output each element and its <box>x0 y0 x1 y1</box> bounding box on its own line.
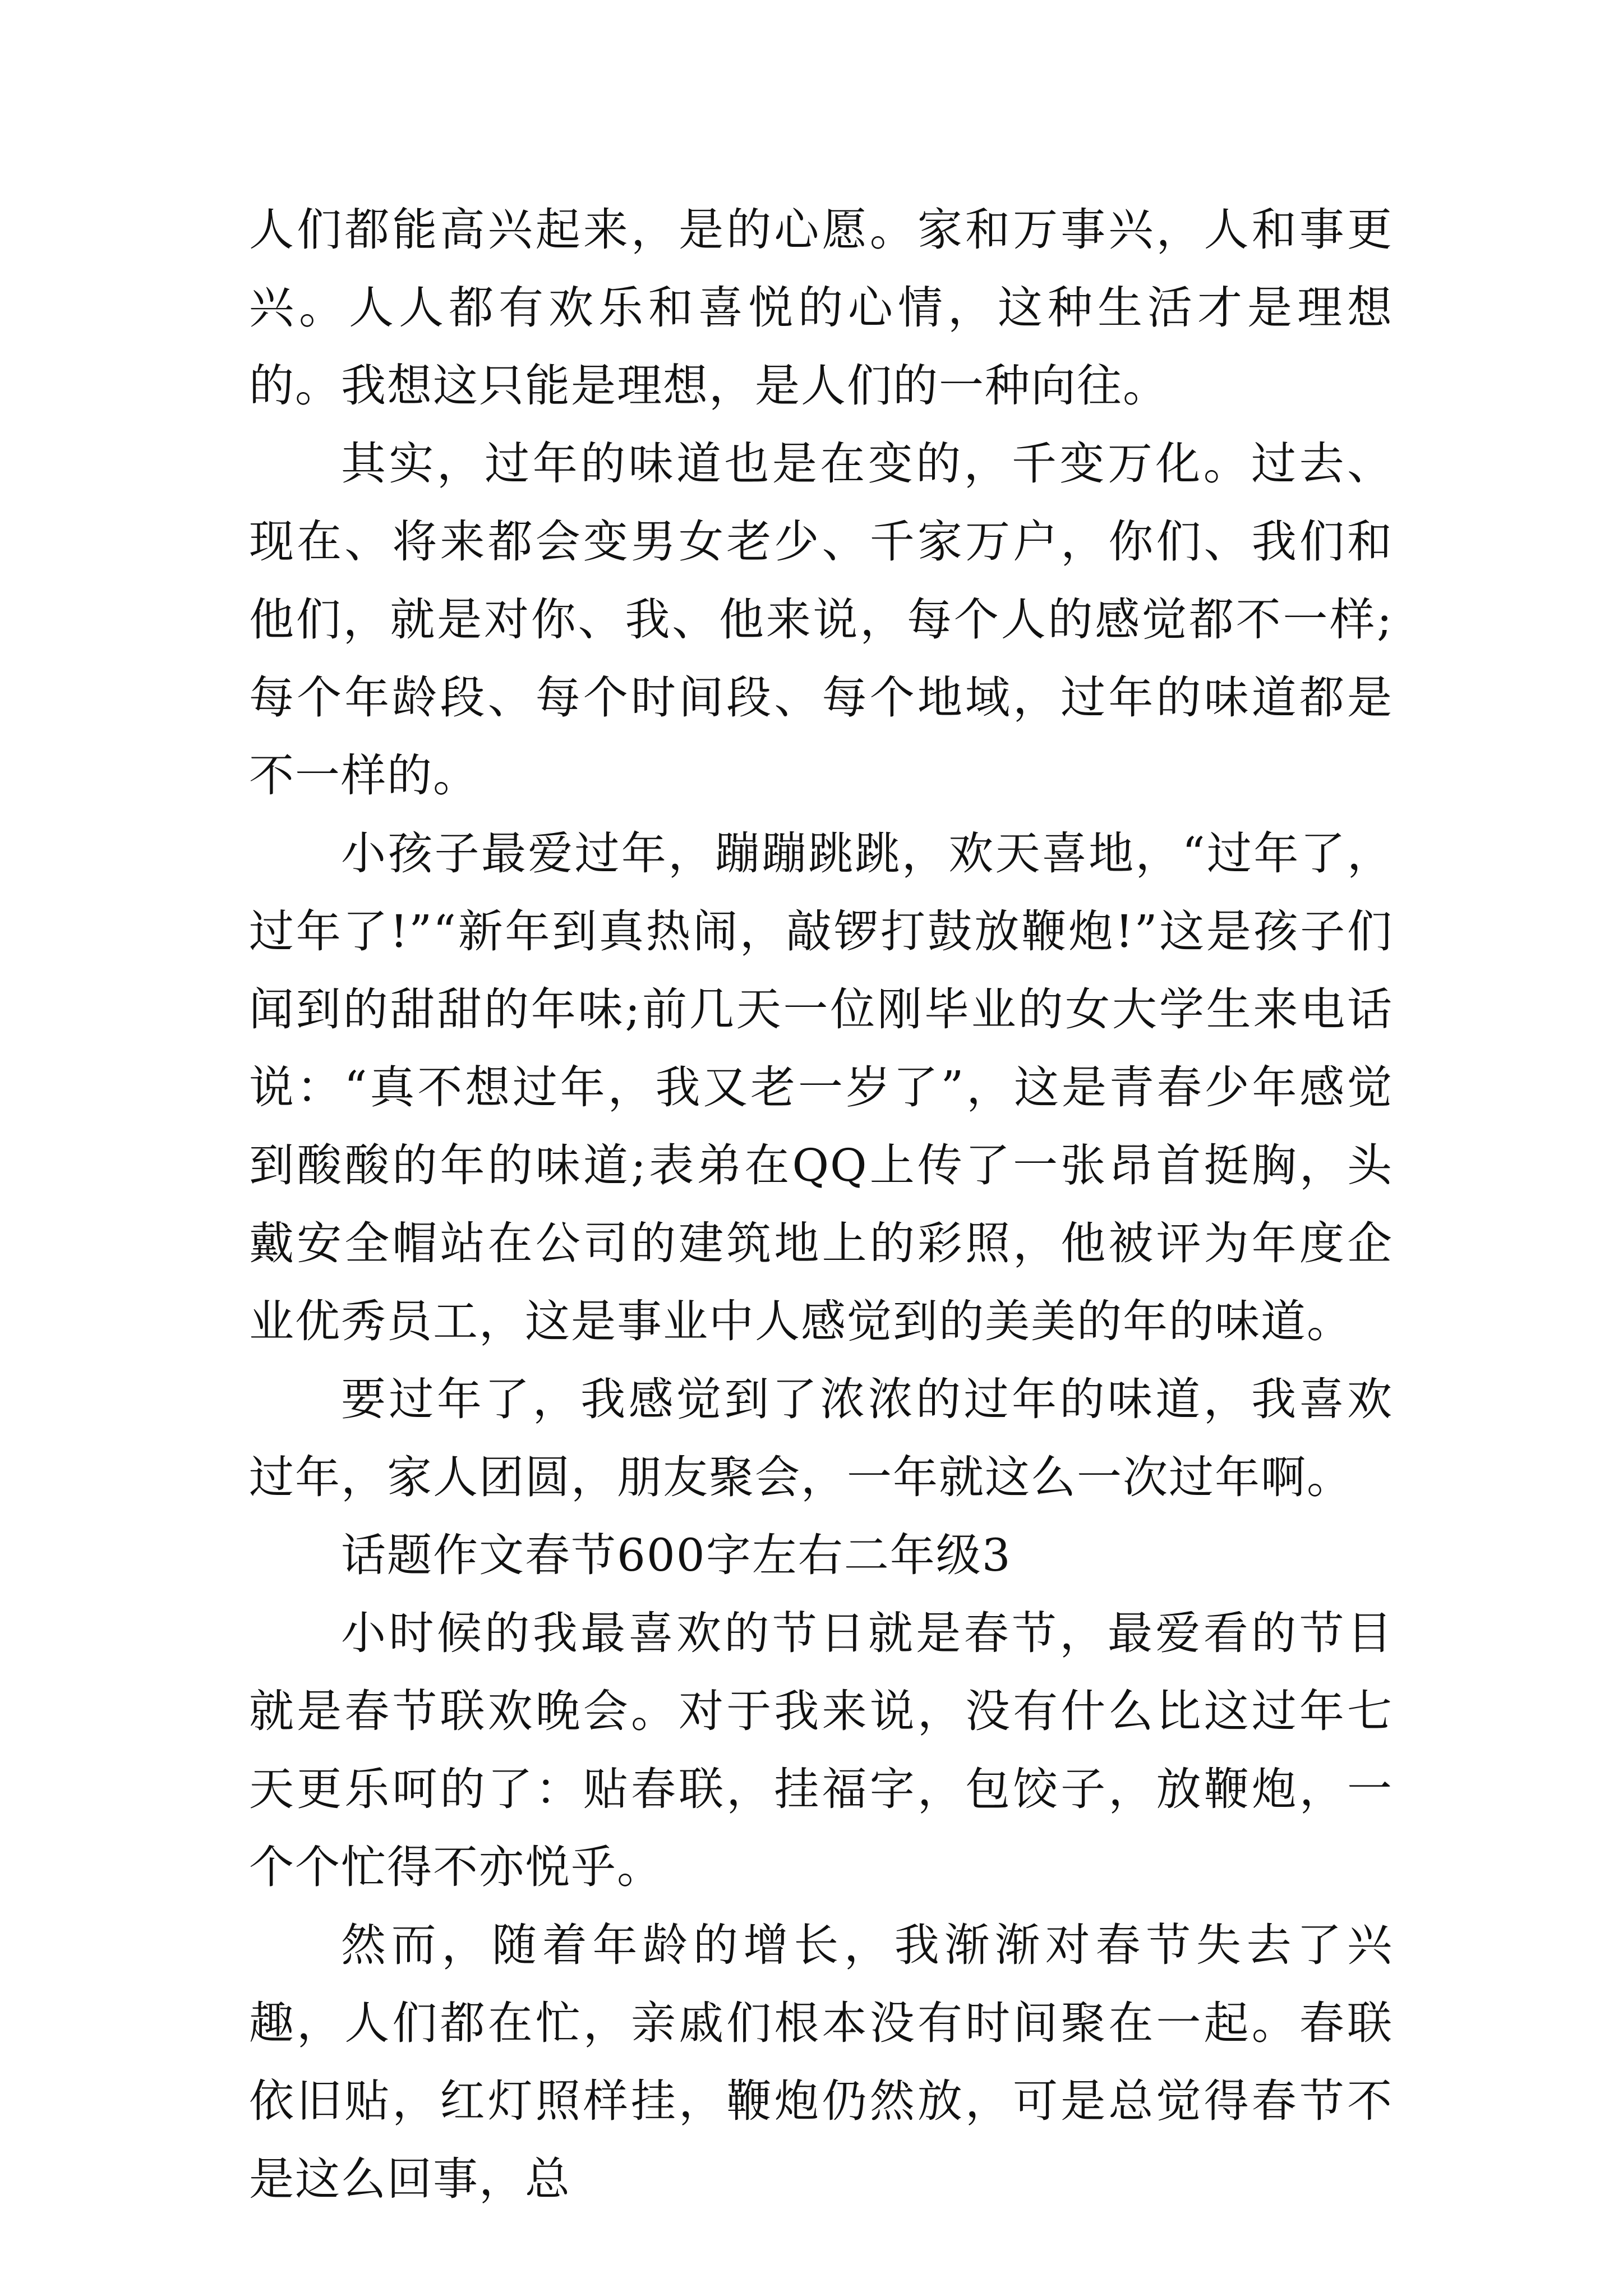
paragraph-2: 其实，过年的味道也是在变的，千变万化。过去、现在、将来都会变男女老少、千家万户，你们、我们和他们，就是对你、我、他来说，每个人的感觉都不一样;每个年龄段、每个时间段、每个地域，过年的味道都是不一样的。 <box>249 438 1393 802</box>
paragraph-6: 然而，随着年龄的增长，我渐渐对春节失去了兴趣，人们都在忙，亲戚们根本没有时间聚在一起。春联依旧贴，红灯照样挂，鞭炮仍然放，可是总觉得春节不是这么回事，总 <box>249 1919 1393 2205</box>
paragraph-4: 要过年了，我感觉到了浓浓的过年的味道，我喜欢过年，家人团圆，朋友聚会，一年就这么一次过年啊。 <box>249 1373 1393 1503</box>
paragraph-3: 小孩子最爱过年，蹦蹦跳跳，欢天喜地，“过年了，过年了!”“新年到真热闹，敲锣打鼓放鞭炮!”这是孩子们闻到的甜甜的年味;前几天一位刚毕业的女大学生来电话说：“真不想过年，我又老一岁了”，这是青春少年感觉到酸酸的年的味道;表弟在QQ上传了一张昂首挺胸，头戴安全帽站在公司的建筑地上的彩照，他被评为年度企业优秀员工，这是事业中人感觉到的美美的年的味道。 <box>249 827 1393 1347</box>
paragraph-1: 人们都能高兴起来，是的心愿。家和万事兴，人和事更兴。人人都有欢乐和喜悦的心情，这种生活才是理想的。我想这只能是理想，是人们的一种向往。 <box>249 204 1393 412</box>
paragraph-5: 小时候的我最喜欢的节日就是春节，最爱看的节目就是春节联欢晚会。对于我来说，没有什么比这过年七天更乐呵的了：贴春联，挂福字，包饺子，放鞭炮，一个个忙得不亦悦乎。 <box>249 1607 1393 1893</box>
section-heading: 话题作文春节600字左右二年级3 <box>341 1529 1012 1581</box>
document-body <box>249 191 1393 2218</box>
